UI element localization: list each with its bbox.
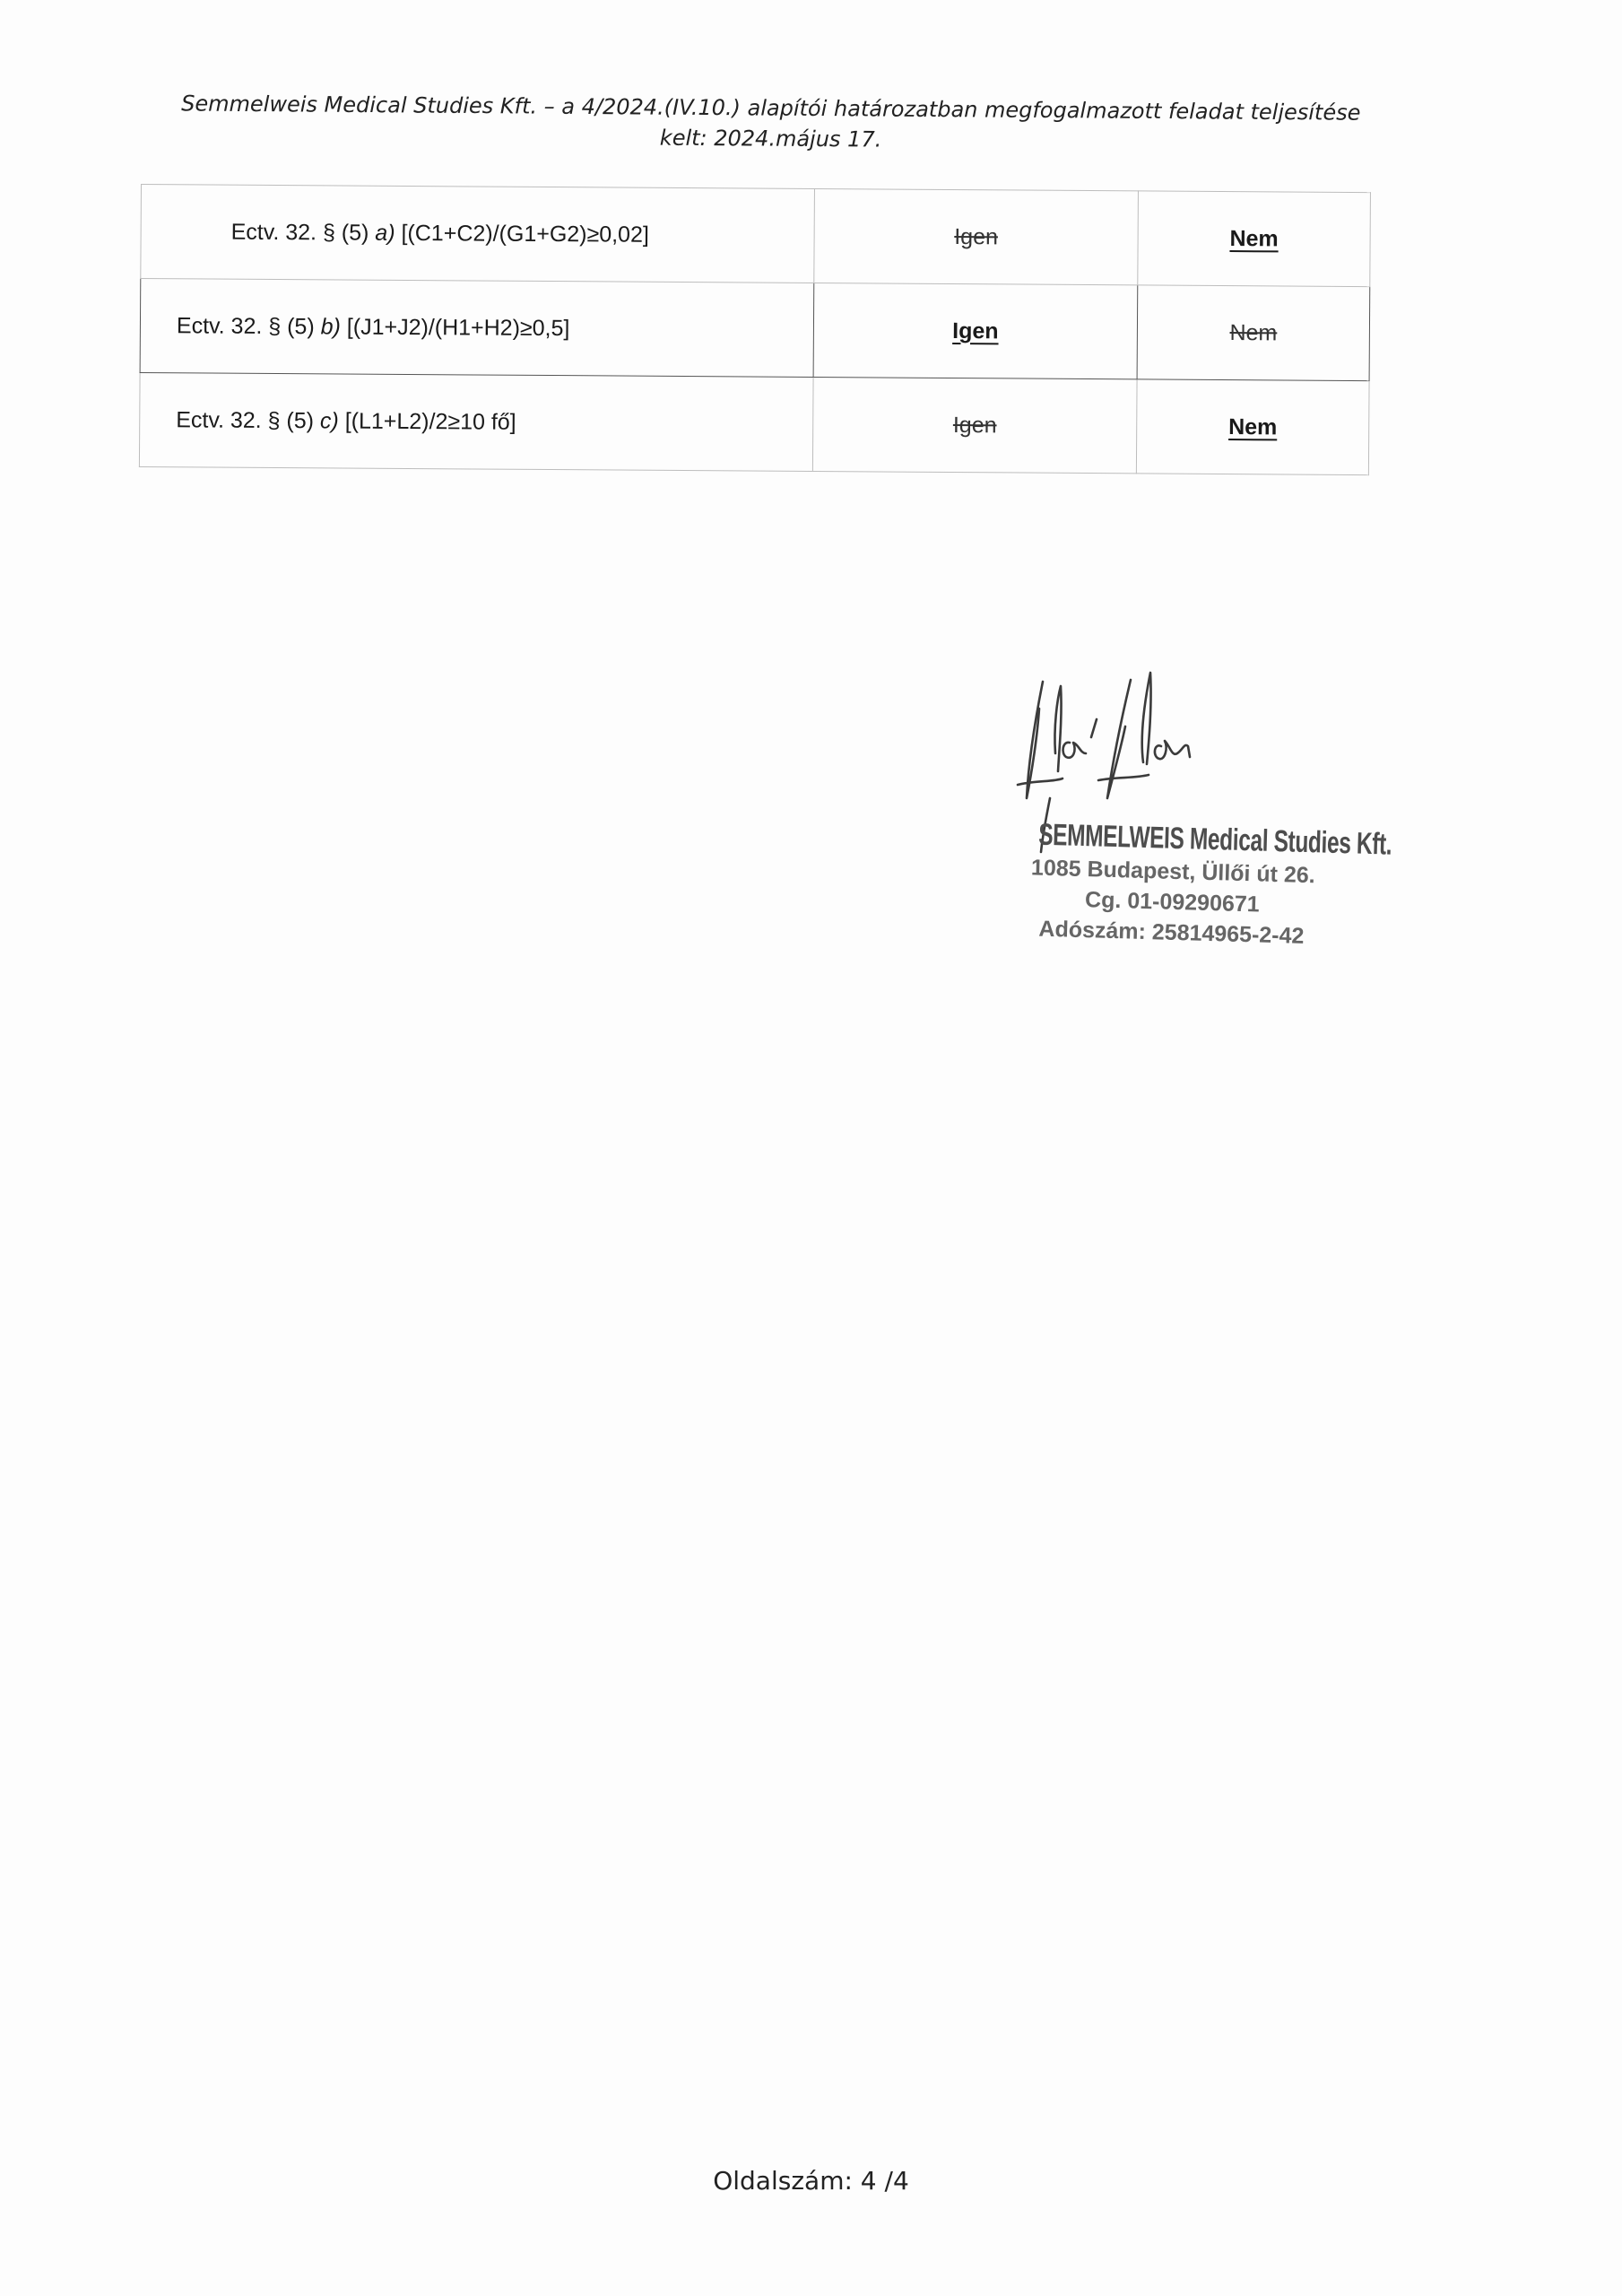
stamp-registration: Cg. 01-09290671 [1084, 887, 1261, 918]
answer-yes-cell [814, 188, 1139, 284]
header-date: kelt: 2024.május 17. [659, 125, 882, 152]
criterion-letter: b) [320, 313, 341, 339]
stamp-company-name: SEMMELWEIS Medical Studies Kft. [1037, 817, 1392, 862]
answer-no: Nem [1228, 413, 1278, 439]
criterion-prefix: Ectv. 32. § (5) [176, 406, 321, 433]
answer-yes-cell [813, 283, 1138, 378]
criterion-formula: [(L1+L2)/2≥10 fő] [338, 407, 516, 435]
company-stamp [983, 816, 1392, 953]
criterion-prefix: Ectv. 32. § (5) [230, 219, 376, 246]
answer-yes: Igen [952, 412, 997, 438]
answer-no-cell [1136, 379, 1369, 475]
page-number: Oldalszám: 4 /4 [713, 2166, 909, 2196]
answer-no-cell [1138, 191, 1371, 287]
criterion-cell [141, 185, 815, 283]
criterion-cell [140, 279, 814, 378]
table-row [141, 185, 1371, 287]
answer-yes: Igen [952, 317, 999, 344]
criterion-prefix: Ectv. 32. § (5) [176, 312, 321, 339]
criterion-formula: [(C1+C2)/(G1+G2)≥0,02] [395, 220, 649, 248]
criterion-formula: [(J1+J2)/(H1+H2)≥0,5] [340, 313, 570, 341]
criteria-table [139, 184, 1371, 475]
answer-yes-cell [812, 377, 1137, 473]
table-row [140, 279, 1370, 381]
stamp-address: 1085 Budapest, Üllői út 26. [1030, 855, 1316, 889]
criterion-cell [139, 372, 813, 471]
document-header [134, 88, 1407, 159]
answer-no: Nem [1229, 225, 1279, 251]
criterion-letter: c) [319, 407, 339, 433]
header-title: Semmelweis Medical Studies Kft. – a 4/2024.(IV.10.) alapítói határozatban megfogalmazott feladat teljesítése [181, 91, 1361, 126]
criterion-letter: a) [375, 220, 395, 246]
answer-no: Nem [1229, 319, 1278, 345]
stamp-tax-number: Adószám: 25814965-2-42 [1038, 916, 1305, 949]
table-row [139, 372, 1369, 474]
answer-yes: Igen [954, 223, 999, 249]
answer-no-cell [1137, 285, 1370, 381]
